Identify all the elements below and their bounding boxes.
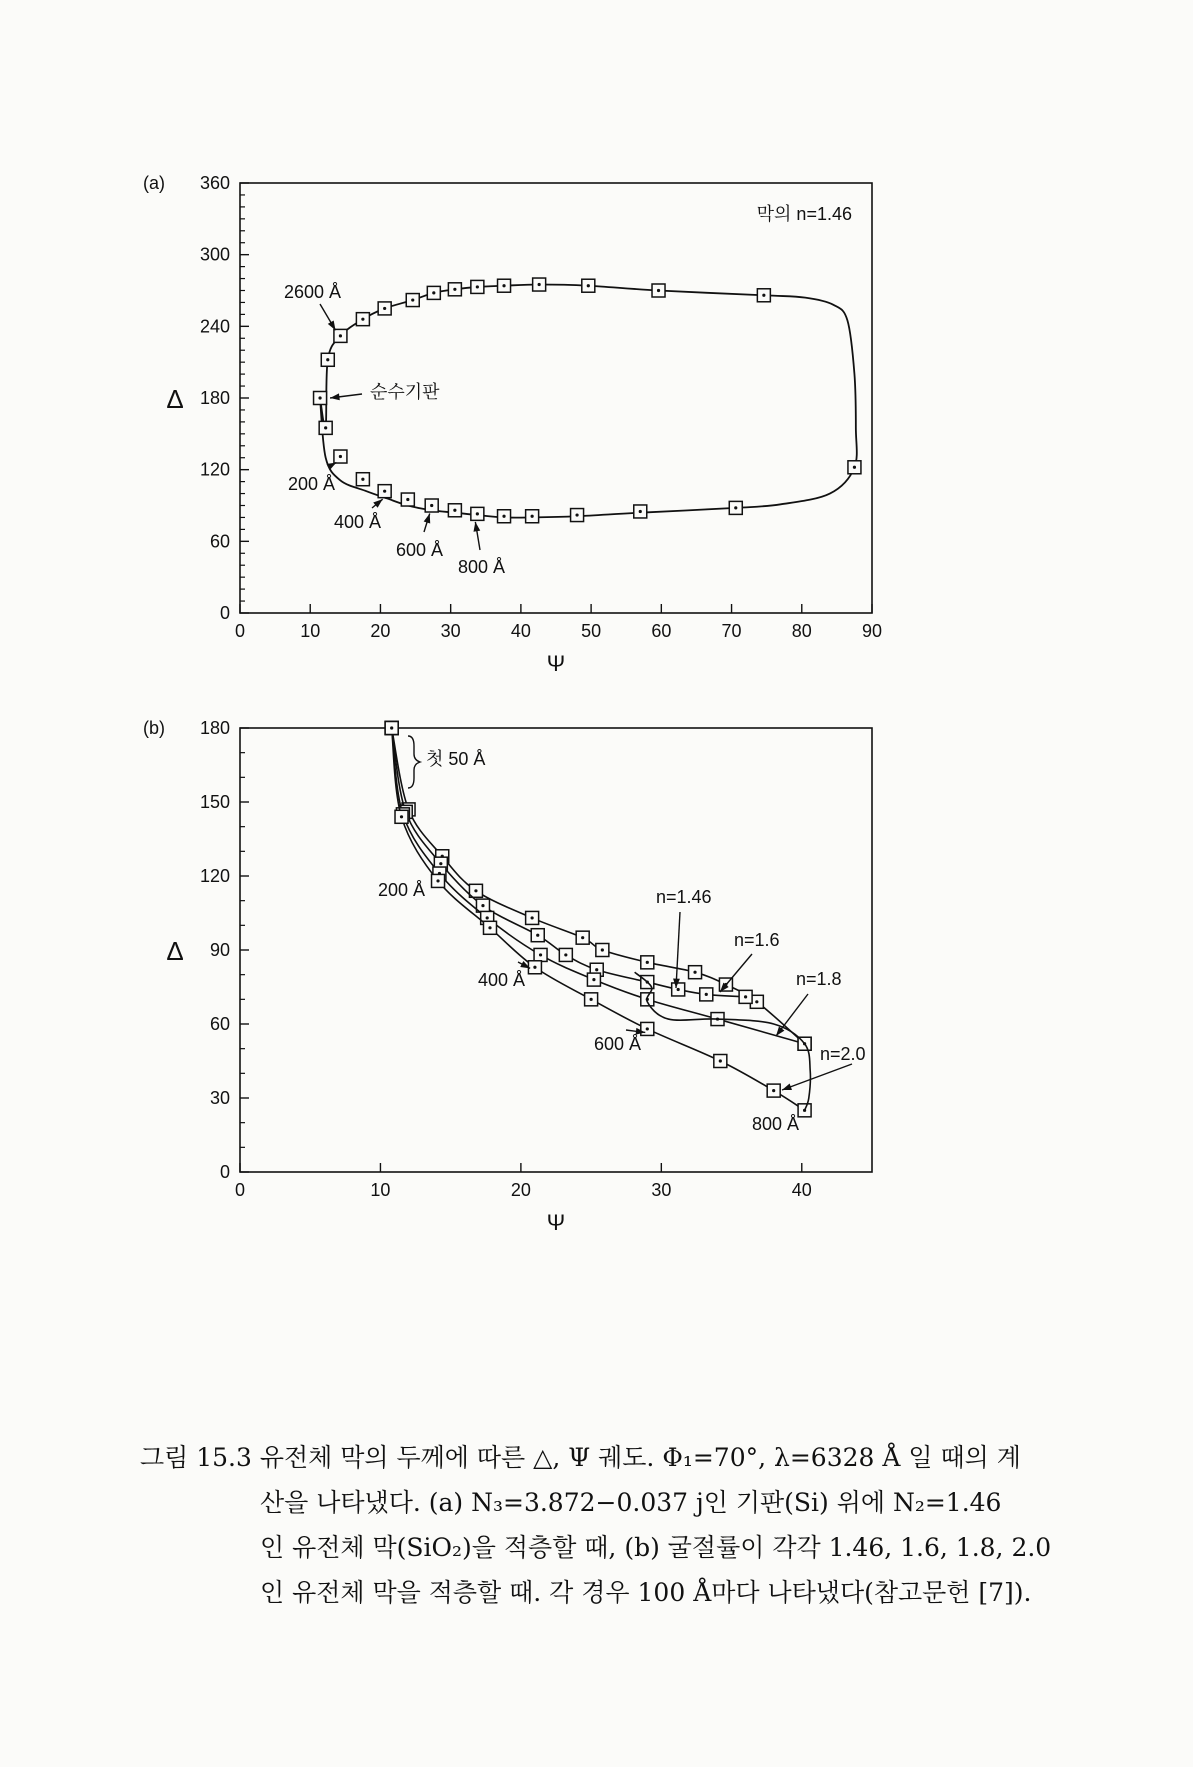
- data-point-dot: [581, 936, 584, 939]
- annotation-arrow-head: [328, 320, 336, 330]
- data-point-dot: [744, 995, 747, 998]
- y-tick-label: 360: [199, 173, 230, 193]
- panel-label: (a): [143, 173, 165, 193]
- data-point-dot: [453, 288, 456, 291]
- data-point-dot: [326, 358, 329, 361]
- annotation-label: 400 Å: [478, 970, 526, 990]
- data-point-dot: [531, 515, 534, 518]
- data-point-dot: [406, 498, 409, 501]
- data-point-dot: [590, 998, 593, 1001]
- data-point-dot: [400, 815, 403, 818]
- data-point-dot: [592, 978, 595, 981]
- data-point-dot: [755, 1000, 758, 1003]
- data-point-dot: [734, 506, 737, 509]
- x-tick-label: 90: [861, 621, 883, 641]
- data-point-dot: [390, 726, 393, 729]
- chart-panel-b: [143, 718, 872, 1235]
- data-point-dot: [436, 879, 439, 882]
- annotation-label: 200 Å: [378, 880, 426, 900]
- data-point-dot: [595, 968, 598, 971]
- annotation-label: 첫 50 Å: [426, 749, 486, 769]
- data-point-dot: [439, 862, 442, 865]
- annotation-label: n=2.0: [820, 1044, 866, 1064]
- data-point-dot: [677, 988, 680, 991]
- x-axis-label: Ψ: [546, 651, 566, 676]
- data-point-dot: [502, 515, 505, 518]
- data-point-dot: [531, 916, 534, 919]
- data-point-dot: [646, 1027, 649, 1030]
- y-axis-label: Δ: [166, 384, 184, 414]
- y-tick-label: 240: [199, 316, 230, 337]
- annotation-label: 200 Å: [288, 474, 336, 494]
- x-tick-label: 60: [651, 621, 672, 641]
- annotation-label: 800 Å: [752, 1114, 800, 1134]
- data-point-dot: [639, 510, 642, 513]
- data-point-dot: [575, 513, 578, 516]
- data-point-dot: [533, 966, 536, 969]
- plot-frame: [240, 728, 872, 1172]
- y-tick-label: 60: [209, 1014, 230, 1034]
- x-tick-label: 30: [440, 621, 461, 641]
- data-point-dot: [772, 1089, 775, 1092]
- x-tick-label: 30: [651, 1180, 672, 1200]
- annotation-arrow-head: [473, 522, 480, 532]
- data-point-dot: [601, 948, 604, 951]
- y-tick-label: 30: [209, 1088, 230, 1108]
- data-point-dot: [853, 466, 856, 469]
- data-point-dot: [657, 289, 660, 292]
- y-tick-label: 150: [199, 792, 230, 812]
- y-tick-label: 120: [199, 866, 230, 886]
- y-tick-label: 0: [219, 1162, 230, 1182]
- data-point-dot: [476, 285, 479, 288]
- y-tick-label: 180: [199, 388, 230, 408]
- data-point-dot: [318, 396, 321, 399]
- data-point-dot: [361, 318, 364, 321]
- annotation-label: n=1.8: [796, 969, 842, 989]
- annotation-arrow-head: [424, 514, 431, 524]
- x-tick-label: 40: [510, 621, 531, 641]
- data-point-dot: [453, 509, 456, 512]
- y-tick-label: 0: [219, 603, 230, 623]
- data-point-dot: [564, 953, 567, 956]
- data-point-dot: [432, 291, 435, 294]
- y-tick-label: 90: [209, 940, 230, 960]
- caption-line-3: 인 유전체 막(SiO₂)을 적층할 때, (b) 굴절률이 각각 1.46, 1.6, 1.8, 2.0: [260, 1533, 1052, 1562]
- x-tick-label: 0: [234, 621, 246, 641]
- caption-line-1: 그림 15.3 유전체 막의 두께에 따른 △, Ψ 궤도. Φ₁=70°, λ=6328 Å 일 때의 계: [140, 1443, 1021, 1472]
- data-point-dot: [646, 961, 649, 964]
- data-point-dot: [481, 904, 484, 907]
- data-point-dot: [705, 993, 708, 996]
- first-50-brace: [408, 736, 420, 788]
- data-point-dot: [486, 916, 489, 919]
- annotation-label: 2600 Å: [284, 282, 342, 302]
- data-point-dot: [476, 512, 479, 515]
- data-point-dot: [430, 504, 433, 507]
- annotation-arrow-line: [676, 912, 680, 988]
- annotation-arrow-head: [782, 1084, 792, 1090]
- x-tick-label: 20: [510, 1180, 531, 1200]
- data-point-dot: [693, 971, 696, 974]
- caption-line-2: 산을 나타냈다. (a) N₃=3.872−0.037 j인 기판(Si) 위에 N₂=1.46: [260, 1488, 1002, 1517]
- annotation-arrow-line: [782, 1064, 852, 1090]
- data-point-dot: [762, 294, 765, 297]
- caption-line-4: 인 유전체 막을 적층할 때. 각 경우 100 Å마다 나타냈다(참고문헌 [7]).: [260, 1578, 1032, 1607]
- x-tick-label: 80: [791, 621, 812, 641]
- y-tick-label: 60: [209, 531, 230, 552]
- data-point-dot: [339, 455, 342, 458]
- x-axis-label: Ψ: [546, 1210, 566, 1235]
- annotation-label: 800 Å: [458, 557, 506, 577]
- annotation-label: n=1.6: [734, 930, 780, 950]
- data-point-dot: [361, 478, 364, 481]
- annotation-arrow-head: [330, 393, 340, 400]
- x-tick-label: 10: [370, 1180, 391, 1200]
- y-tick-label: 120: [199, 459, 230, 480]
- data-point-dot: [474, 889, 477, 892]
- annotation-label: 600 Å: [594, 1034, 642, 1054]
- data-point-dot: [411, 298, 414, 301]
- data-point-dot: [383, 490, 386, 493]
- annotation-label: 600 Å: [396, 540, 444, 560]
- data-point-dot: [383, 307, 386, 310]
- data-point-dot: [488, 926, 491, 929]
- data-point-dot: [339, 334, 342, 337]
- panel-label: (b): [143, 718, 165, 738]
- chart-panel-a: [143, 173, 882, 676]
- data-point-dot: [587, 284, 590, 287]
- annotation-label: 순수기판: [370, 382, 440, 402]
- annotation-label: 400 Å: [334, 512, 382, 532]
- y-axis-label: Δ: [166, 936, 184, 966]
- x-tick-label: 70: [721, 621, 742, 641]
- data-point-dot: [539, 953, 542, 956]
- y-tick-label: 180: [199, 718, 230, 738]
- x-tick-label: 0: [234, 1180, 246, 1200]
- data-point-dot: [502, 284, 505, 287]
- data-point-dot: [536, 934, 539, 937]
- x-tick-label: 10: [300, 621, 321, 641]
- x-tick-label: 40: [791, 1180, 812, 1200]
- data-point-dot: [719, 1059, 722, 1062]
- y-tick-label: 300: [199, 244, 230, 265]
- data-point-dot: [538, 283, 541, 286]
- data-point-dot: [324, 426, 327, 429]
- x-tick-label: 20: [370, 621, 391, 641]
- x-tick-label: 50: [581, 621, 602, 641]
- film-index-label: 막의 n=1.46: [756, 204, 852, 224]
- annotation-label: n=1.46: [656, 887, 712, 907]
- figure-caption: [140, 1435, 1052, 1615]
